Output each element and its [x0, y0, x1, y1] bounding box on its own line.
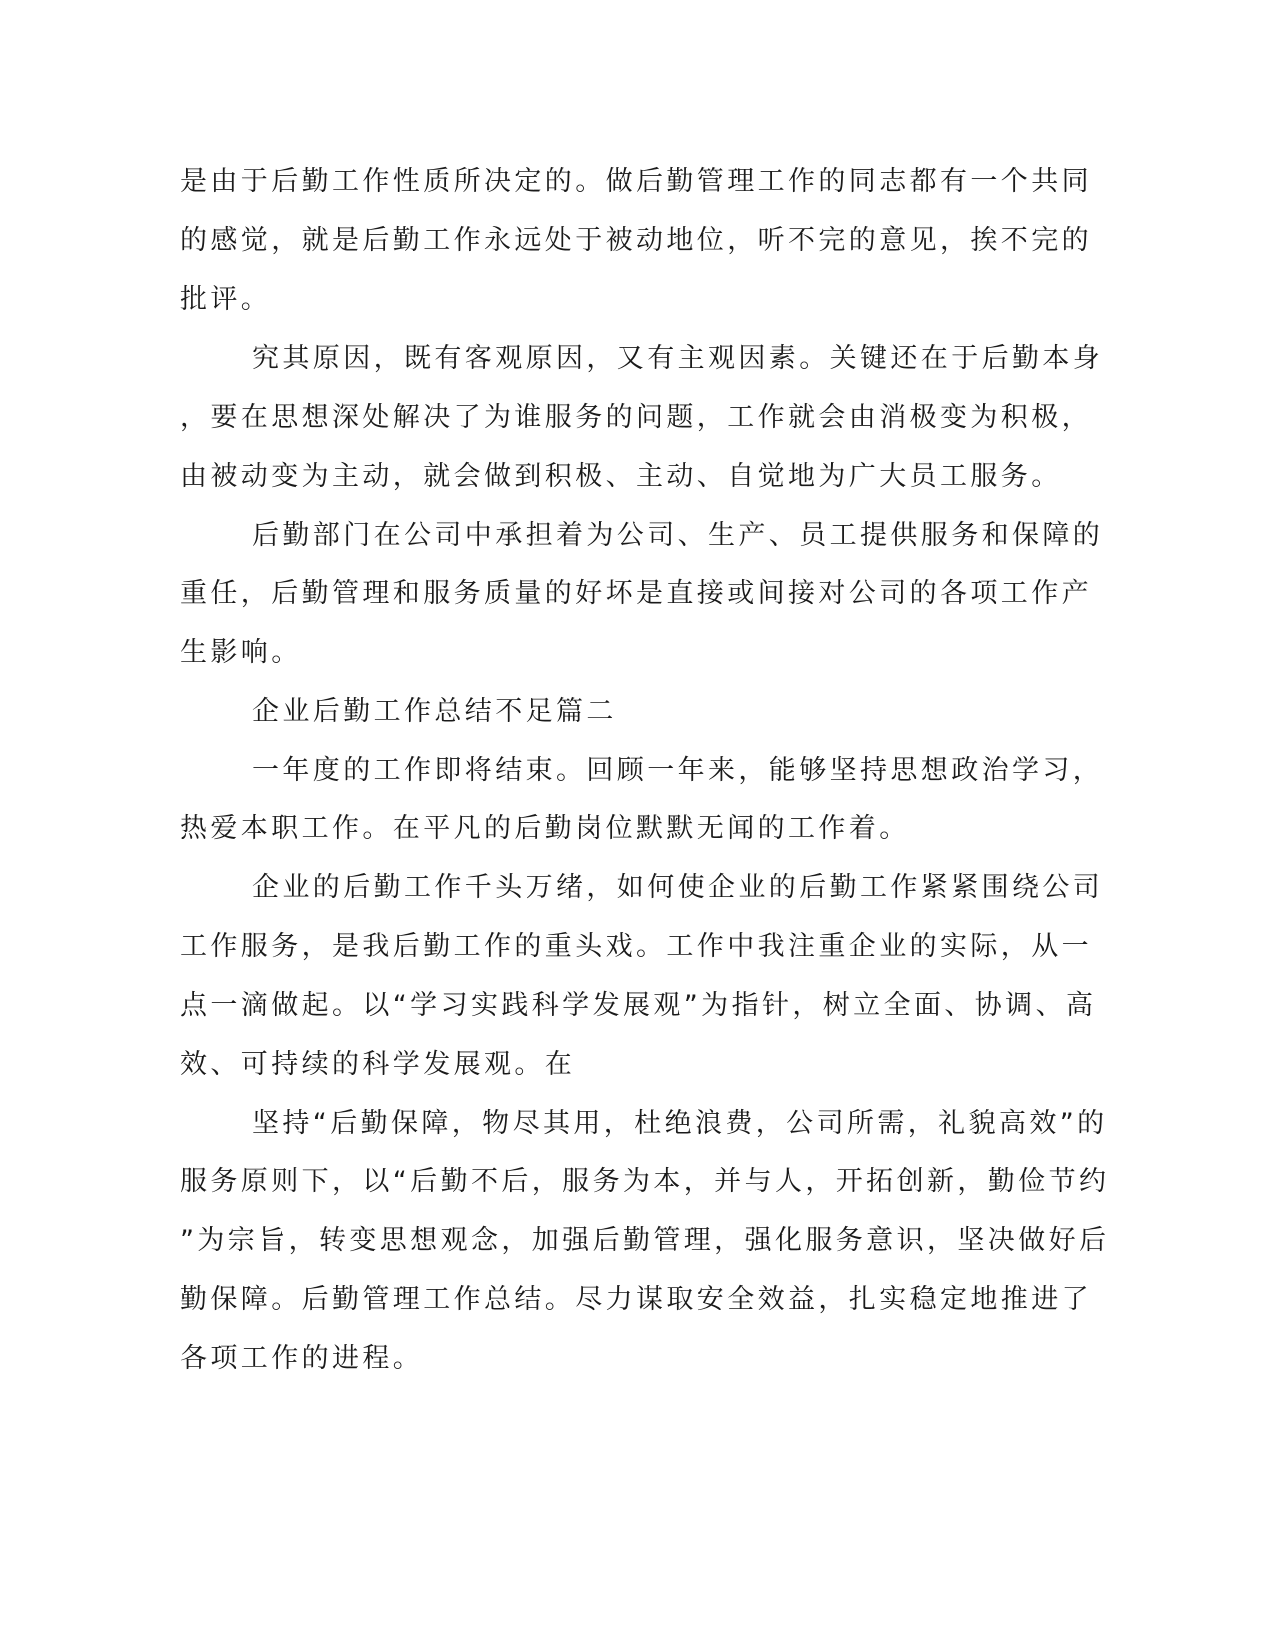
text-line: 坚持“后勤保障，物尽其用，杜绝浪费，公司所需，礼貌高效”的	[252, 1108, 1108, 1139]
text-line: 由被动变为主动，就会做到积极、主动、自觉地为广大员工服务。	[180, 461, 1062, 492]
text-line: ，要在思想深处解决了为谁服务的问题，工作就会由消极变为积极，	[180, 402, 1092, 433]
text-line: 的感觉，就是后勤工作永远处于被动地位，听不完的意见，挨不完的	[180, 225, 1092, 256]
text-line: 服务原则下，以“后勤不后，服务为本，并与人，开拓创新，勤俭节约	[180, 1166, 1110, 1197]
text-line: 批评。	[180, 284, 272, 315]
text-line: 一年度的工作即将结束。回顾一年来，能够坚持思想政治学习，	[252, 755, 1104, 786]
text-line: ”为宗旨，转变思想观念，加强后勤管理，强化服务意识，坚决做好后	[180, 1225, 1110, 1256]
text-line: 效、可持续的科学发展观。在	[180, 1049, 576, 1080]
text-line: 勤保障。后勤管理工作总结。尽力谋取安全效益，扎实稳定地推进了	[180, 1284, 1092, 1315]
text-line: 点一滴做起。以“学习实践科学发展观”为指针，树立全面、协调、高	[180, 990, 1097, 1021]
text-line: 生影响。	[180, 637, 302, 668]
text-line: 后勤部门在公司中承担着为公司、生产、员工提供服务和保障的	[252, 520, 1104, 551]
text-line: 各项工作的进程。	[180, 1343, 424, 1374]
text-line: 企业的后勤工作千头万绪，如何使企业的后勤工作紧紧围绕公司	[252, 872, 1104, 903]
text-line: 究其原因，既有客观原因，又有主观因素。关键还在于后勤本身	[252, 343, 1104, 374]
text-line: 是由于后勤工作性质所决定的。做后勤管理工作的同志都有一个共同	[180, 166, 1092, 197]
section-heading: 企业后勤工作总结不足篇二	[252, 696, 617, 727]
text-line: 热爱本职工作。在平凡的后勤岗位默默无闻的工作着。	[180, 813, 910, 844]
text-line: 重任，后勤管理和服务质量的好坏是直接或间接对公司的各项工作产	[180, 578, 1092, 609]
text-line: 工作服务，是我后勤工作的重头戏。工作中我注重企业的实际，从一	[180, 931, 1092, 962]
